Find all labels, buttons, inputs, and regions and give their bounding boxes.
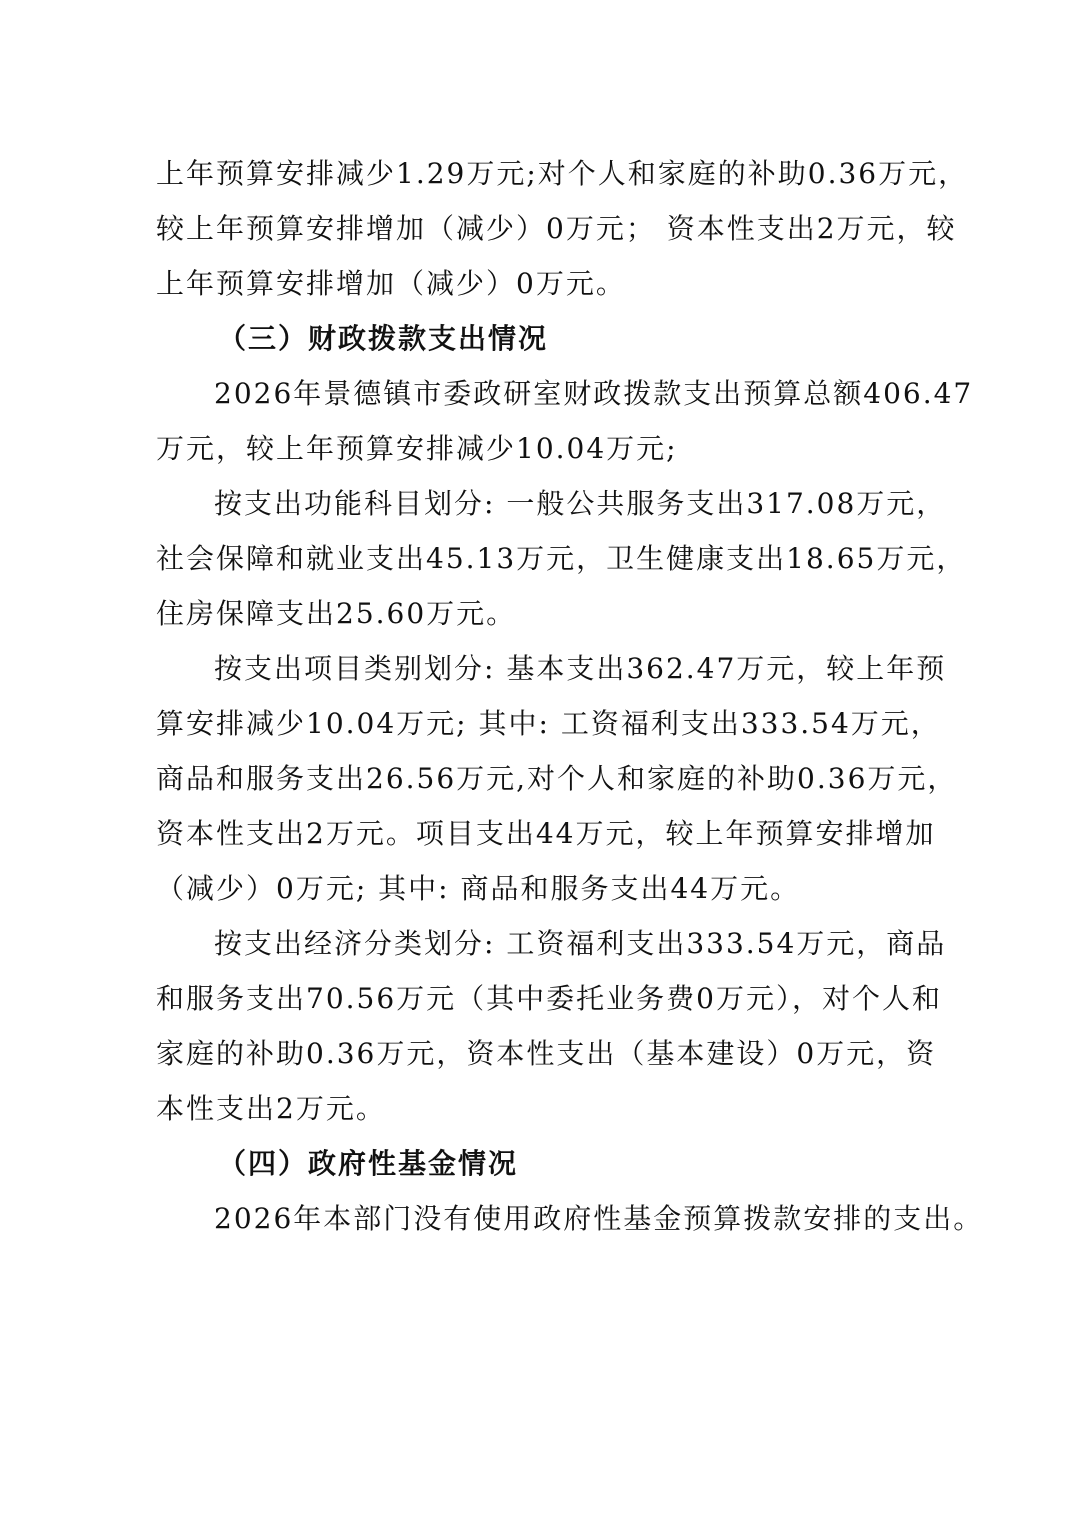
text-line: 按支出项目类别划分: 基本支出362.47万元，较上年预: [214, 652, 947, 685]
text-line: 资本性支出2万元。项目支出44万元，较上年预算安排增加: [156, 817, 936, 850]
text-line: 上年预算安排增加（减少）0万元。: [156, 267, 626, 300]
text-line: 2026年本部门没有使用政府性基金预算拨款安排的支出。: [214, 1202, 984, 1235]
text-line: （减少）0万元; 其中: 商品和服务支出44万元。: [156, 872, 801, 905]
paragraph-economic-classification: [156, 916, 947, 1136]
document-body: [156, 146, 984, 1246]
section-heading-government-fund: （四）政府性基金情况: [218, 1147, 519, 1180]
text-line: 2026年景德镇市委政研室财政拨款支出预算总额406.47: [214, 377, 974, 410]
text-line: 住房保障支出25.60万元。: [156, 597, 517, 630]
text-line: 商品和服务支出26.56万元,对个人和家庭的补助0.36万元，: [156, 762, 958, 795]
text-line: 本性支出2万元。: [156, 1092, 386, 1125]
paragraph-project-category: [156, 641, 958, 916]
text-line: 算安排减少10.04万元; 其中: 工资福利支出333.54万元，: [156, 707, 941, 740]
text-line: 按支出经济分类划分: 工资福利支出333.54万元，商品: [214, 927, 947, 960]
text-line: 按支出功能科目划分: 一般公共服务支出317.08万元，: [214, 487, 947, 520]
paragraph-total-appropriation: [156, 366, 974, 476]
paragraph-functional-classification: [156, 476, 967, 641]
text-line: 社会保障和就业支出45.13万元，卫生健康支出18.65万元，: [156, 542, 967, 575]
text-line: 家庭的补助0.36万元，资本性支出（基本建设）0万元，资: [156, 1037, 937, 1070]
text-line: 较上年预算安排增加（减少）0万元； 资本性支出2万元，较: [156, 212, 957, 245]
text-line: 上年预算安排减少1.29万元;对个人和家庭的补助0.36万元，: [156, 157, 969, 190]
paragraph-capital-expenditure-continued: [156, 146, 969, 311]
section-heading-fiscal-appropriation: （三）财政拨款支出情况: [218, 322, 549, 355]
text-line: 万元，较上年预算安排减少10.04万元;: [156, 432, 678, 465]
paragraph-government-fund: [156, 1191, 984, 1246]
text-line: 和服务支出70.56万元（其中委托业务费0万元），对个人和: [156, 982, 942, 1015]
